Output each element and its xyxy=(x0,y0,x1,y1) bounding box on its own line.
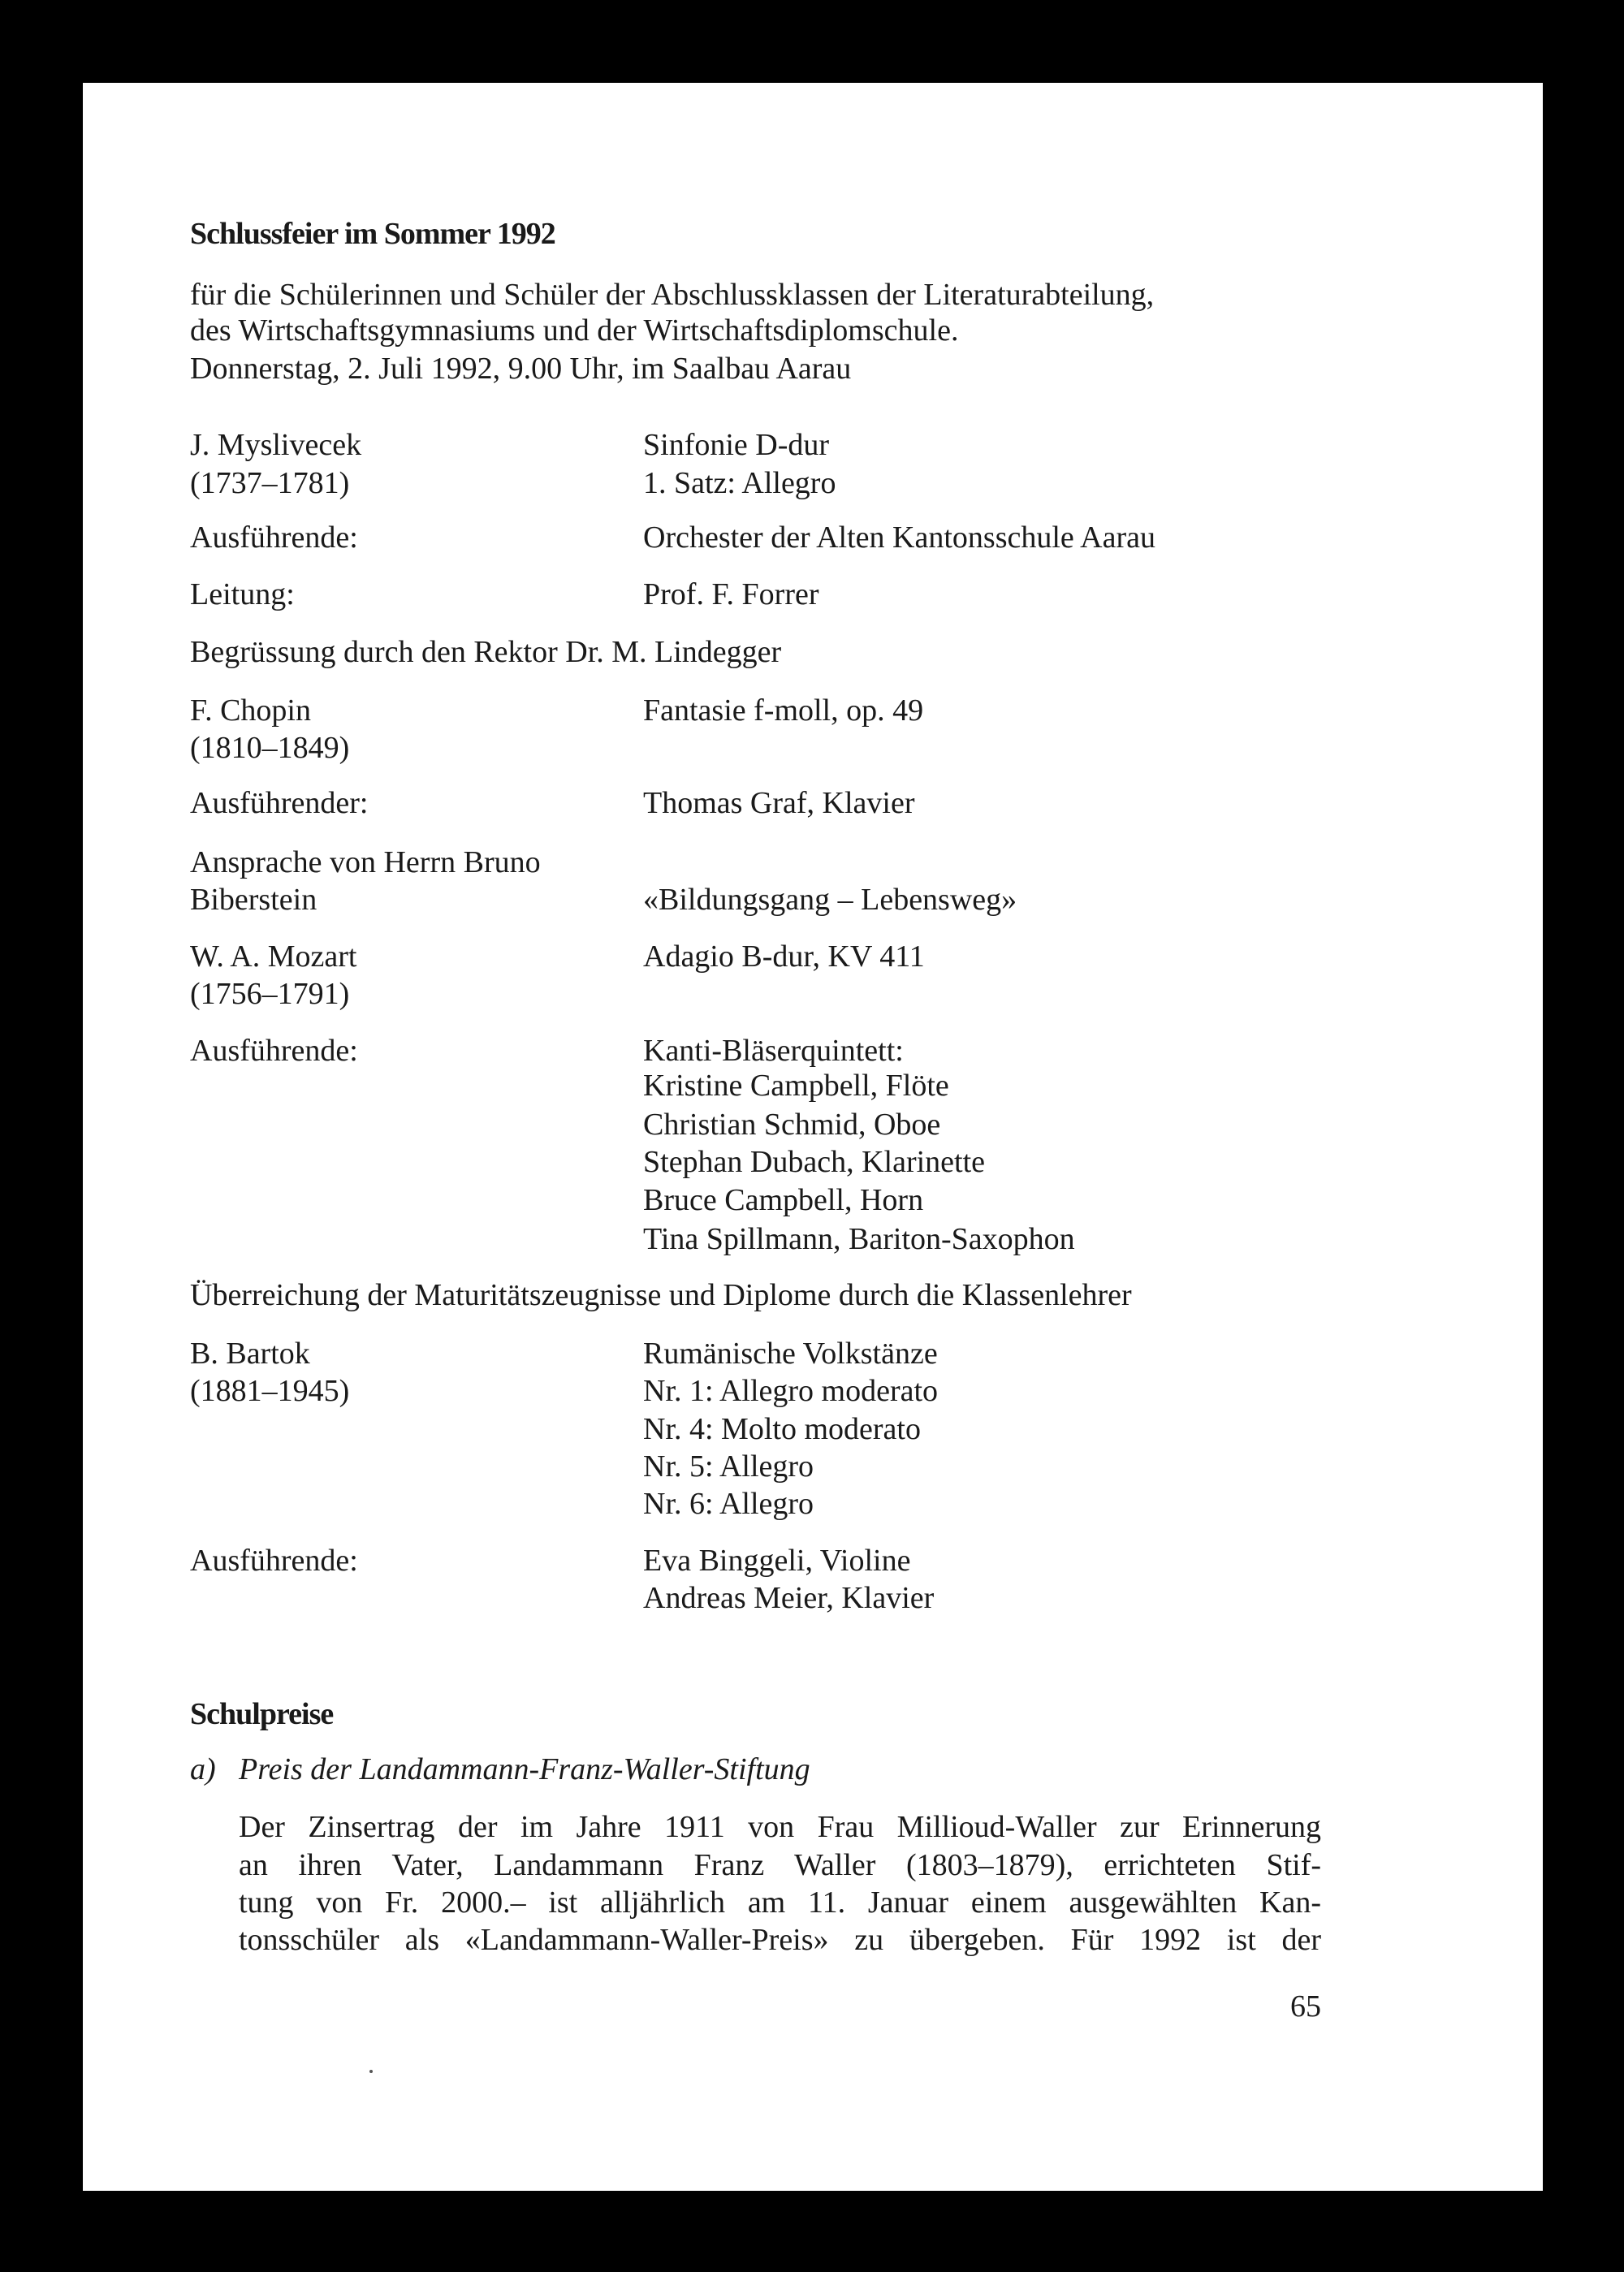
performer: Kristine Campbell, Flöte xyxy=(643,1069,949,1103)
composer: J. Myslivecek xyxy=(190,428,362,462)
awarding: Überreichung der Maturitätszeugnisse und Diplome durch die Klassenlehrer xyxy=(190,1278,1132,1312)
performer: Kanti-Bläserquintett: xyxy=(643,1034,904,1068)
performer: Christian Schmid, Oboe xyxy=(643,1108,941,1142)
document-page xyxy=(83,83,1543,2191)
performers: Thomas Graf, Klavier xyxy=(643,786,915,820)
movement: 1. Satz: Allegro xyxy=(643,466,836,500)
performer: Stephan Dubach, Klarinette xyxy=(643,1145,986,1179)
conductor-label: Leitung: xyxy=(190,577,295,611)
composer: B. Bartok xyxy=(190,1337,310,1371)
work: Adagio B-dur, KV 411 xyxy=(643,939,925,974)
prize-text-line: tonsschüler als «Landammann-Waller-Preis» zu übergeben. Für 1992 ist der xyxy=(239,1923,1321,1957)
prizes-heading: Schulpreise xyxy=(190,1697,334,1731)
prize-text-line: an ihren Vater, Landammann Franz Waller (1803–1879), errichteten Stif- xyxy=(239,1848,1321,1882)
page-number: 65 xyxy=(1290,1989,1321,2024)
performer: Tina Spillmann, Bariton-Saxophon xyxy=(643,1222,1075,1256)
composer-years: (1881–1945) xyxy=(190,1374,350,1408)
work: Fantasie f-moll, op. 49 xyxy=(643,693,924,728)
work: Sinfonie D-dur xyxy=(643,428,830,462)
speech-line: Biberstein xyxy=(190,883,317,917)
section-title: Schlussfeier im Sommer 1992 xyxy=(190,217,555,251)
prize-label: a) xyxy=(190,1752,216,1786)
work: Rumänische Volkstänze xyxy=(643,1337,938,1371)
performers-label: Ausführende: xyxy=(190,520,358,555)
work-part: Nr. 1: Allegro moderato xyxy=(643,1374,939,1408)
intro-line: des Wirtschaftsgymnasiums und der Wirtschaftsdiplomschule. xyxy=(190,313,959,348)
prize-text-line: Der Zinsertrag der im Jahre 1911 von Frau Millioud-Waller zur Erinnerung xyxy=(239,1810,1321,1844)
performers-label: Ausführender: xyxy=(190,786,369,820)
composer: F. Chopin xyxy=(190,693,311,728)
performer: Bruce Campbell, Horn xyxy=(643,1183,924,1217)
conductor: Prof. F. Forrer xyxy=(643,577,819,611)
speech-line: Ansprache von Herrn Bruno xyxy=(190,845,541,879)
performer: Eva Binggeli, Violine xyxy=(643,1544,911,1578)
greeting: Begrüssung durch den Rektor Dr. M. Lindegger xyxy=(190,635,782,669)
composer-years: (1810–1849) xyxy=(190,731,350,765)
composer-years: (1756–1791) xyxy=(190,977,350,1011)
composer: W. A. Mozart xyxy=(190,939,357,974)
speech-title: «Bildungsgang – Lebensweg» xyxy=(643,883,1017,917)
work-part: Nr. 5: Allegro xyxy=(643,1449,814,1484)
composer-years: (1737–1781) xyxy=(190,466,350,500)
performers-label: Ausführende: xyxy=(190,1034,358,1068)
prize-title: Preis der Landammann-Franz-Waller-Stiftung xyxy=(239,1752,810,1786)
performers: Orchester der Alten Kantonsschule Aarau xyxy=(643,520,1156,555)
work-part: Nr. 4: Molto moderato xyxy=(643,1412,921,1446)
speck-mark xyxy=(369,2070,373,2073)
prize-text-line: tung von Fr. 2000.– ist alljährlich am 11. Januar einem ausgewählten Kan- xyxy=(239,1885,1321,1920)
intro-line: Donnerstag, 2. Juli 1992, 9.00 Uhr, im Saalbau Aarau xyxy=(190,352,852,386)
intro-line: für die Schülerinnen und Schüler der Abschlussklassen der Literaturabteilung, xyxy=(190,278,1155,312)
work-part: Nr. 6: Allegro xyxy=(643,1487,814,1521)
performer: Andreas Meier, Klavier xyxy=(643,1581,935,1615)
performers-label: Ausführende: xyxy=(190,1544,358,1578)
